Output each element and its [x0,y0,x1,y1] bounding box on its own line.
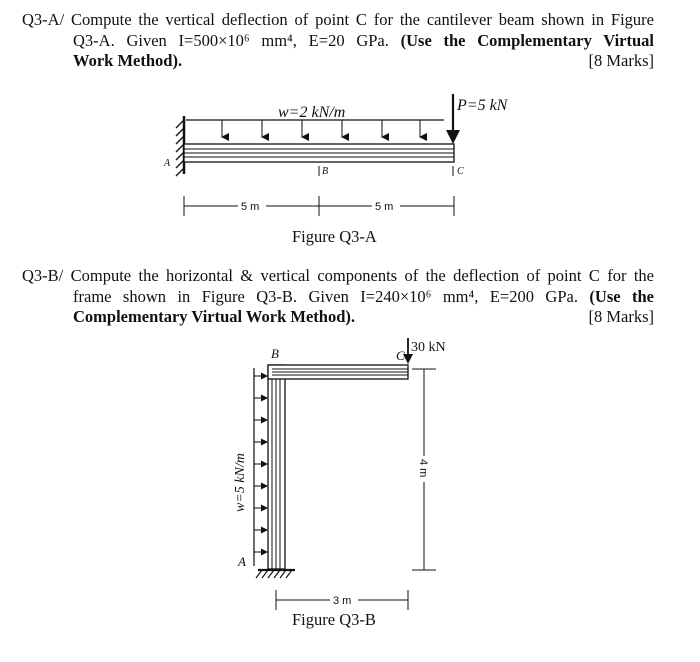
point-b-label-a: B [322,166,329,177]
point-c-label-b: C [396,348,405,363]
q3b-method-2: Complementary Virtual Work Method). [73,307,356,326]
frame-beam [268,365,408,379]
caption-q3b: Figure Q3-B [292,610,376,629]
q3b-text-1: Compute the horizontal & vertical components of the deflection of point C for the [70,266,654,285]
q3a-method-2: Work Method). [73,51,183,70]
q3b-label: Q3-B/ [22,266,64,285]
q3a-marks: [8 Marks] [588,51,654,70]
distributed-load-w-frame [254,368,267,566]
point-a-label-b: A [238,554,246,569]
dim-vertical-b: 4 m [417,459,429,478]
q3b-text-2: frame shown in Figure Q3-B. Given I=240×10⁶ mm⁴, E=200 GPa. [73,286,578,306]
point-load-label-b: 30 kN [411,340,446,355]
q3a-label: Q3-A/ [22,10,65,29]
dim-horizontal-b: 3 m [333,595,352,607]
frame-column [268,365,285,569]
caption-q3a: Figure Q3-A [292,227,377,246]
q3a-text-2: Q3-A. Given I=500×10⁶ mm⁴, E=20 GPa. [73,30,389,50]
point-a-label-a: A [164,158,171,169]
point-load-label-a: P=5 kN [457,97,508,114]
dim-right-a: 5 m [375,201,394,213]
point-b-label-b: B [271,346,279,361]
load-label-b: w=5 kN/m [233,453,248,512]
load-label-a: w=2 kN/m [278,104,346,121]
q3a-text-1: Compute the vertical deflection of point C for the cantilever beam shown in Figure [71,10,655,29]
q3b-marks: [8 Marks] [588,307,654,326]
point-c-label-a: C [457,166,464,177]
fixed-support-a-frame [256,570,295,578]
q3b-method-1: (Use the [589,286,655,306]
dim-left-a: 5 m [241,201,260,213]
q3a-method-1: (Use the Complementary Virtual [400,30,654,50]
